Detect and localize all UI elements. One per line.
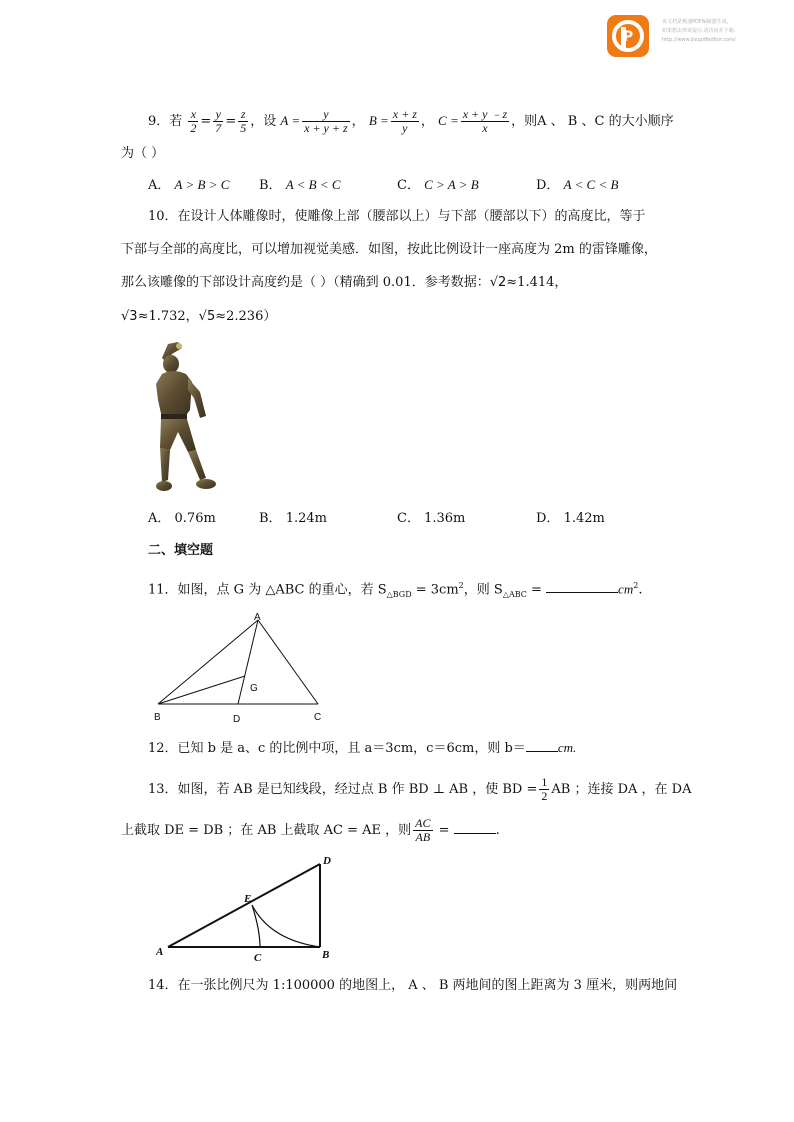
section-title-fill-in: 二、填空题 (148, 543, 214, 558)
pdf-editor-logo (607, 15, 649, 57)
label-c: C (254, 952, 262, 964)
q12-stem: 12．已知 b 是 a、c 的比例中项，且 a＝3cm，c＝6cm，则 b＝ cm. (148, 740, 577, 756)
notice-line-3[interactable]: http://www.jisupdfeditor.com/ (662, 37, 736, 43)
q10-line-2: 下部与全部的高度比，可以增加视觉美感．如图，按此比例设计一座高度为 2m 的雷锋雕像， (121, 242, 657, 257)
notice-line-1: 该文档是极速PDF编辑器生成, (662, 19, 729, 25)
side-ac (258, 620, 318, 704)
q9-option-c[interactable]: C． C > A > B (397, 177, 479, 193)
q10-line-3: 那么该雕像的下部设计高度约是（ ）（精确到 0.01．参考数据：√2≈1.414， (121, 275, 568, 290)
q10-option-d[interactable]: D． 1.42m (536, 511, 605, 526)
label-g: G (250, 683, 258, 694)
q13-line-2: 上截取 DE = DB ；在 AB 上截取 AC = AE ，则 $\frac{AC}{AB}$ = . (121, 816, 500, 844)
q14-stem: 14．在一张比例尺为 1:100000 的地图上， A 、 B 两地间的图上距离为 3 厘米，则两地间 (148, 978, 678, 993)
arc-de (252, 905, 320, 947)
label-d: D (323, 855, 331, 867)
q9-option-d[interactable]: D． A < C < B (536, 177, 619, 193)
watermark-notice (662, 18, 736, 45)
q10-option-b[interactable]: B． 1.24m (259, 511, 327, 526)
logo-letter: P (622, 29, 634, 45)
notice-line-2: 如果想去掉该提示,请访问并下载: (662, 28, 736, 34)
label-c: C (314, 712, 322, 723)
label-b: B (322, 949, 330, 961)
q10-option-c[interactable]: C． 1.36m (397, 511, 466, 526)
q12-answer-blank[interactable] (526, 739, 558, 752)
q13-construction-figure (150, 850, 340, 965)
label-d: D (233, 714, 241, 725)
label-b: B (154, 712, 161, 723)
q11-triangle-figure (150, 610, 330, 728)
q9-stem: 9．若 $\frac{x}{2}$ = $\frac{y}{7}$ = $\frac{z}{5}$ ，设 A = $\frac{y}{x + y + z}$ ， B = $\frac{x + z}{y}$ ， C = $\frac{x + y ﹣z}{x}$ ，则A 、 B 、C 的大小顺序 (148, 107, 674, 135)
lei-feng-statue-image (148, 340, 228, 498)
q10-line-1: 10．在设计人体雕像时，使雕像上部（腰部以上）与下部（腰部以下）的高度比，等于 (148, 209, 646, 224)
segment-ad (168, 864, 320, 947)
q10-option-a[interactable]: A． 0.76m (148, 511, 216, 526)
segment-bg (158, 676, 245, 704)
q13-answer-blank[interactable] (454, 821, 496, 834)
q10-line-4: √3≈1.732，√5≈2.236） (121, 309, 277, 324)
q9-option-b[interactable]: B． A < B < C (259, 177, 341, 193)
q9-stem-cont: 为（ ） (121, 146, 165, 161)
q11-stem: 11．如图，点 G 为 △ABC 的重心，若 $S_{\triangle BGD} = 3cm^2$，则 $S_{\triangle ABC} = cm^2$. (148, 581, 643, 599)
side-ab (158, 620, 258, 704)
label-e: E (244, 893, 252, 905)
q13-line-1: 13．如图，若 AB 是已知线段，经过点 B 作 BD ⊥ AB ，使 BD = $\frac{1}{2}$ AB ；连接 DA ，在 DA (148, 775, 692, 803)
label-a: A (254, 612, 261, 623)
q11-answer-blank[interactable] (546, 580, 618, 593)
label-a: A (156, 946, 164, 958)
q9-option-a[interactable]: A． A > B > C (148, 177, 230, 193)
